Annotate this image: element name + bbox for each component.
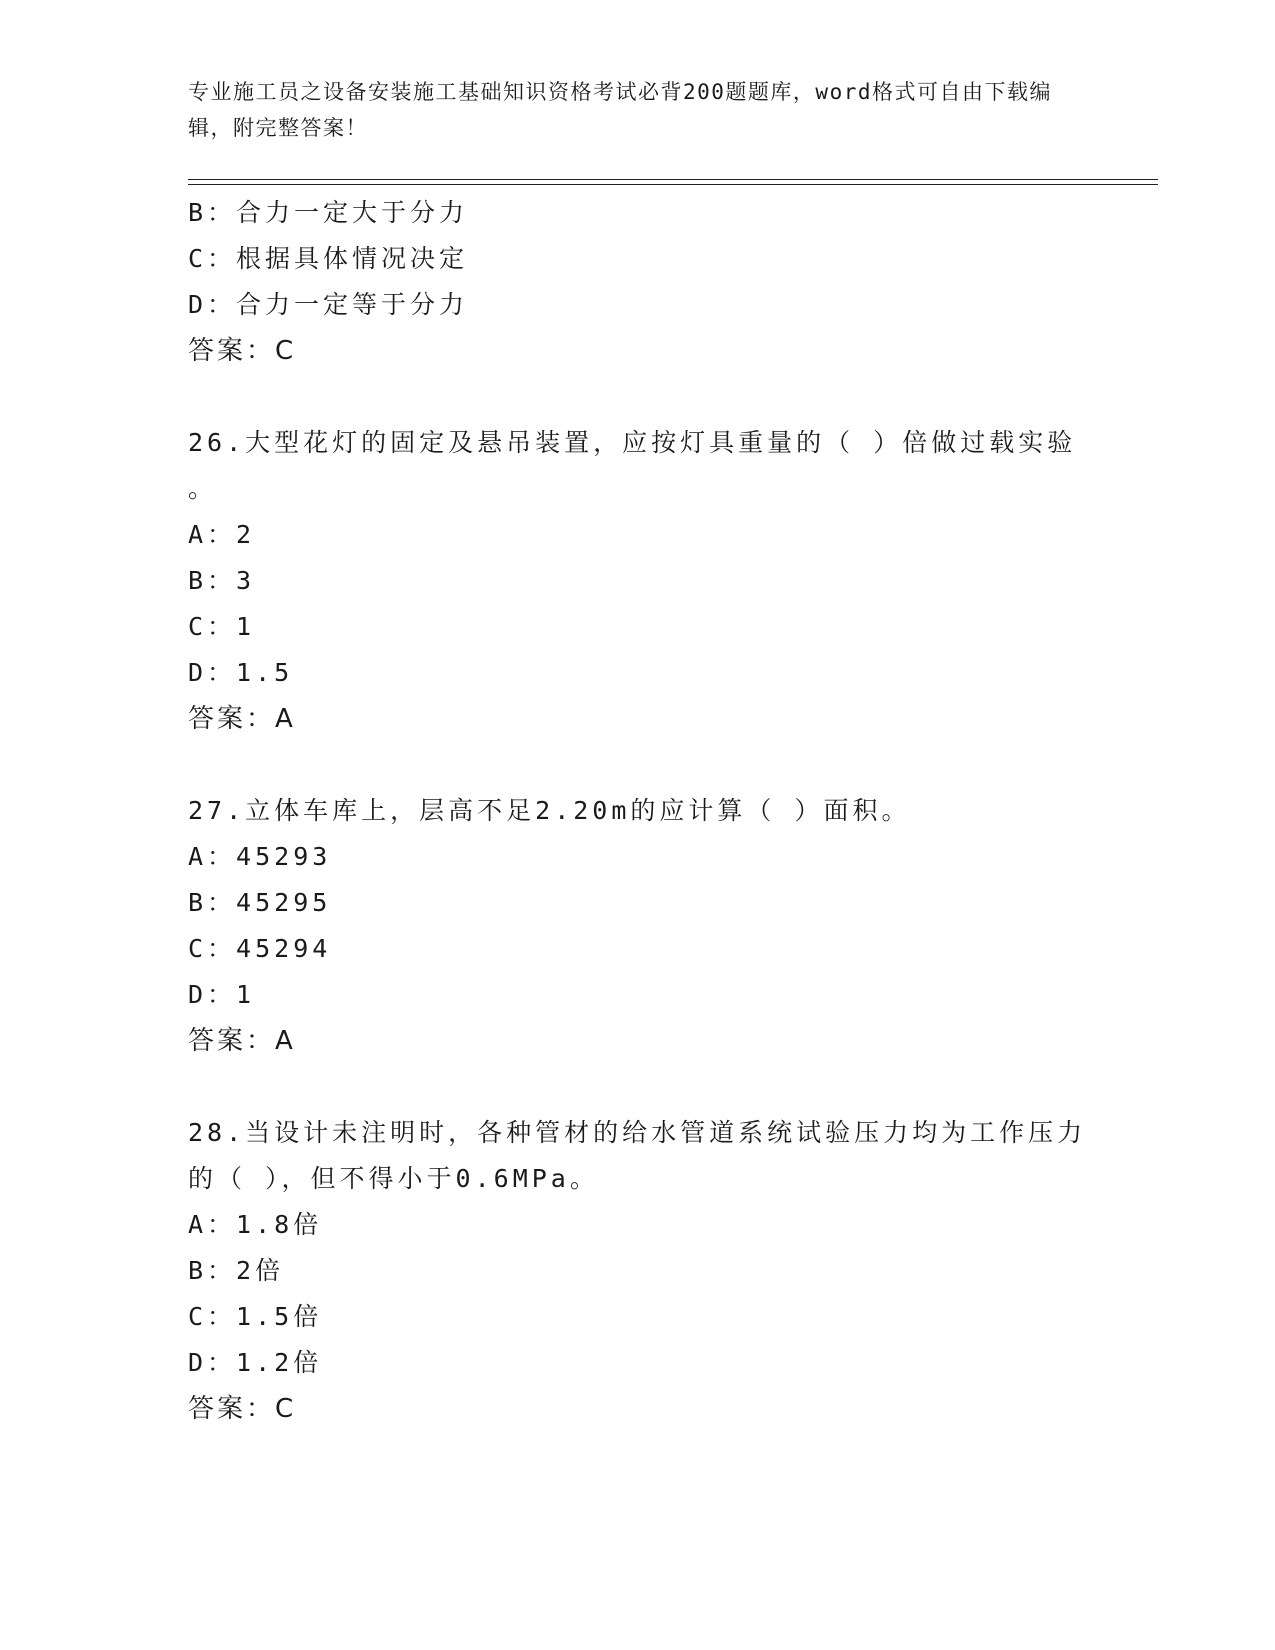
question-25 [188,190,1088,374]
option-d: D：1.2倍 [188,1348,323,1377]
option-a: A：2 [188,520,256,549]
option-c: C：1.5倍 [188,1302,323,1331]
document-header: 专业施工员之设备安装施工基础知识资格考试必背200题题库，word格式可自由下载编辑，附完整答案！ [188,80,1052,140]
question-28 [188,1110,1088,1432]
option-c: C：45294 [188,934,332,963]
option-c: C：根据具体情况决定 [188,244,469,273]
header-divider-top [188,179,1158,180]
question-27 [188,788,1088,1064]
question-stem: 27.立体车库上，层高不足2.20m的应计算（ ）面积。 [188,796,911,825]
option-b: B：45295 [188,888,332,917]
answer: 答案：C [188,1394,297,1424]
answer: 答案：C [188,336,297,366]
question-stem: 28.当设计未注明时，各种管材的给水管道系统试验压力均为工作压力 [188,1118,1087,1147]
option-b: B：3 [188,566,256,595]
question-stem: 26.大型花灯的固定及悬吊装置，应按灯具重量的（ ）倍做过载实验 [188,428,1077,457]
answer: 答案：A [188,704,296,734]
answer: 答案：A [188,1026,296,1056]
question-26 [188,420,1088,742]
option-b: B：2倍 [188,1256,285,1285]
option-a: A：45293 [188,842,332,871]
question-stem-continued: 的（ ），但不得小于0.6MPa。 [188,1164,599,1193]
option-a: A：1.8倍 [188,1210,323,1239]
option-b: B：合力一定大于分力 [188,198,469,227]
header-divider-bottom [188,184,1158,185]
option-c: C：1 [188,612,256,641]
option-d: D：1.5 [188,658,294,687]
option-d: D：合力一定等于分力 [188,290,469,319]
option-d: D：1 [188,980,256,1009]
question-content [188,190,1088,1432]
question-stem-continued: 。 [188,474,218,503]
